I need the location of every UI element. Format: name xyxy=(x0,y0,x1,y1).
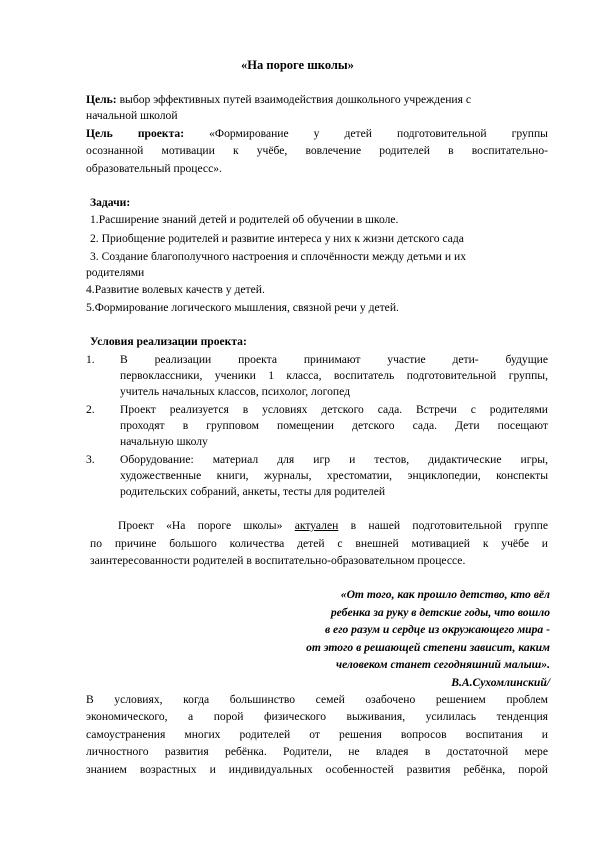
project-goal-label: Цель проекта: xyxy=(86,127,185,140)
condition-1-line-3: учитель начальных классов, психолог, логопед xyxy=(120,385,350,398)
condition-number-3: 3. xyxy=(86,453,95,466)
page-title: «На пороге школы» xyxy=(241,58,354,72)
project-goal-text-1: «Формирование у детей подготовительной группы xyxy=(209,127,548,140)
condition-1-line-1: В реализации проекта принимают участие дети- будущие xyxy=(120,353,548,366)
relevance-pre: Проект «На пороге школы» xyxy=(118,519,283,532)
condition-3-line-2: художественные книги, журналы, хрестоматии, энциклопедии, конспекты xyxy=(120,469,548,482)
goal-text-2: начальной школой xyxy=(86,109,178,122)
condition-3-line-3: родительских собраний, анкеты, тесты для родителей xyxy=(120,485,386,498)
condition-2-line-1: Проект реализуется в условиях детского сада. Встречи с родителями xyxy=(120,403,548,416)
task-item-5: 5.Формирование логического мышления, связной речи у детей. xyxy=(86,301,399,314)
final-line-1: В условиях, когда большинство семей озабочено решением проблем xyxy=(86,693,548,706)
condition-2-line-3: начальную школу xyxy=(120,435,208,448)
condition-number-2: 2. xyxy=(86,403,95,416)
project-goal-line-1 xyxy=(86,126,548,141)
final-line-5: знанием возрастных и индивидуальных особенностей развития ребёнка, порой xyxy=(86,763,548,776)
task-item-4: 4.Развитие волевых качеств у детей. xyxy=(86,283,265,296)
condition-1-line-2: первоклассники, ученики 1 класса, воспитатель подготовительной группы, xyxy=(120,369,548,382)
condition-number-1: 1. xyxy=(86,353,95,366)
quote-line-5: человеком станет сегодняшний малыш». xyxy=(335,658,550,671)
relevance-post: в нашей подготовительной группе xyxy=(350,519,548,532)
project-goal-text-2: осознанной мотивации к учёбе, вовлечение родителей в воспитательно- xyxy=(86,144,548,157)
relevance-line-1 xyxy=(118,518,548,533)
quote-author: В.А.Сухомлинский/ xyxy=(451,676,550,689)
tasks-heading: Задачи: xyxy=(90,196,131,209)
final-line-2: экономического, а порой физического выживания, усилилась тенденция xyxy=(86,710,548,723)
final-line-4: личностного развития ребёнка. Родители, не владея в достаточной мере xyxy=(86,745,548,758)
relevance-keyword: актуален xyxy=(294,519,339,532)
quote-line-4: от этого в решающей степени зависит, каким xyxy=(306,641,550,654)
conditions-heading: Условия реализации проекта: xyxy=(90,335,247,348)
quote-line-1: «От того, как прошло детство, кто вёл xyxy=(340,588,550,601)
goal-line-1 xyxy=(86,92,548,107)
quote-line-3: в его разум и сердце из окружающего мира - xyxy=(324,623,550,636)
relevance-line-3: заинтересованности родителей в воспитательно-образовательном процессе. xyxy=(90,554,466,567)
condition-2-line-2: проходят в групповом помещении детского сада. Дети посещают xyxy=(120,419,548,432)
task-item-2: 2. Приобщение родителей и развитие интереса у них к жизни детского сада xyxy=(90,232,464,245)
task-item-3: 3. Создание благополучного настроения и сплочённости между детьми и их xyxy=(90,250,466,263)
final-line-3: самоустранения многих родителей от решения вопросов воспитания и xyxy=(86,728,548,741)
task-item-1: 1.Расширение знаний детей и родителей об обучении в школе. xyxy=(90,213,399,226)
project-goal-text-3: образовательный процесс». xyxy=(86,162,222,175)
quote-line-2: ребенка за руку в детские годы, что вошло xyxy=(330,606,550,619)
task-item-3-cont: родителями xyxy=(86,266,145,279)
goal-label: Цель: xyxy=(86,93,117,106)
condition-3-line-1: Оборудование: материал для игр и тестов, дидактические игры, xyxy=(120,453,548,466)
relevance-line-2: по причине большого количества детей с внешней мотивацией к учёбе и xyxy=(90,537,548,550)
goal-text-1: выбор эффективных путей взаимодействия дошкольного учреждения с xyxy=(119,93,472,106)
